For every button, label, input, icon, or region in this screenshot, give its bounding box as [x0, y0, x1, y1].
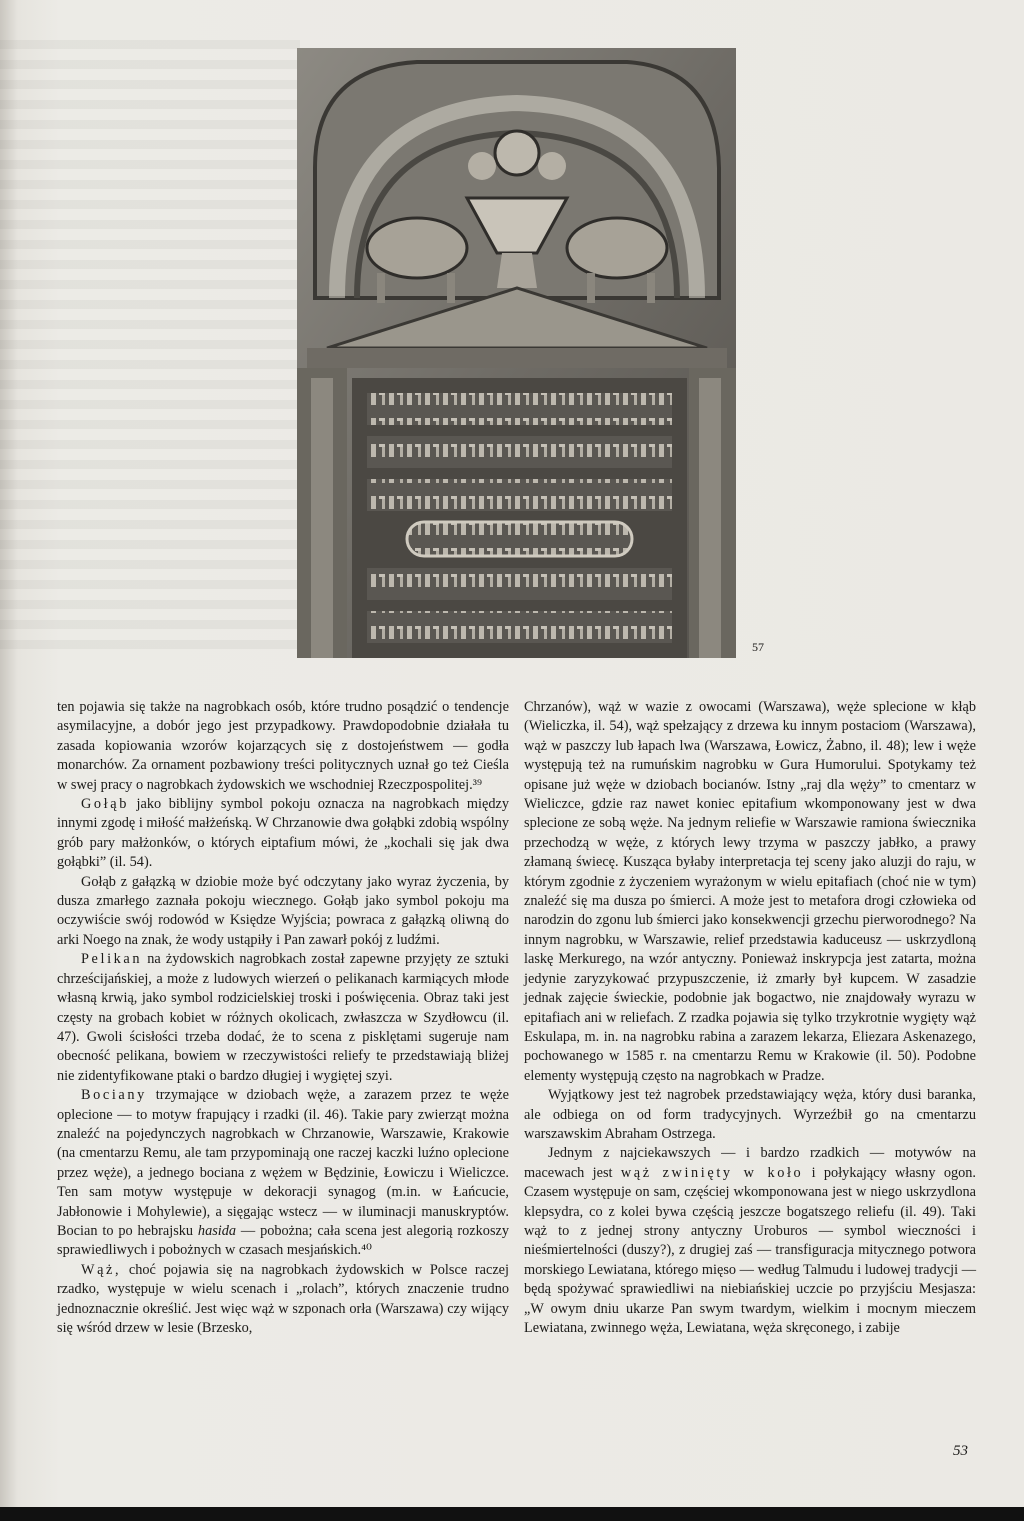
keyword: wąż zwinięty w koło: [620, 1164, 804, 1181]
show-through-text: [0, 40, 300, 660]
paragraph-text: trzymające w dziobach węże, a zarazem przez te węże oplecione — to motyw frapujący i rzadki (il. 46). Takie pary zwierząt można znaleźć na pojedynczych nagrobkach w Chrzanowie, Warszawie, Krakowie (na cmentarzu Remu, ale tam przypominają one raczej kaczki luźno oplecione przez węże), a jednego bociana z wężem w Będzinie, Łowiczu i Wieliczce. Ten sam motyw występuje w dekoracji synagog (m.in. w Łańcucie, Jabłonowie i Mohylewie), a sięgając wstecz — w iluminacji manuskryptów. Bocian to po hebrajsku: [57, 1087, 509, 1239]
figure-number: 57: [752, 640, 764, 654]
paragraph: [57, 950, 509, 1086]
paragraph: Gołąb z gałązką w dziobie może być odczytany jako wyraz życzenia, by dusza zmarłego zaznała pokoju wiecznego. Gołąb jako symbol pokoju ma oczywiście swój rodowód w Księdze Wyjścia; powraca z gałązką oliwną do arki Noego na znak, że wody ustąpiły i Pan zawarł pokój z ludźmi.: [57, 873, 509, 948]
paragraph-text: na żydowskich nagrobkach został zapewne przyjęty ze sztuki chrześcijańskiej, a może z ludowych wierzeń o pelikanach karmiących młode własną krwią, jako symbol rodzicielskiej troski i poświęcenia. Obraz taki jest częsty na grobach kobiet w różnych okolicach, zwłaszcza w Szydłowcu (il. 47). Gwoli ścisłości trzeba dodać, że to scena z pisklętami sugeruje nam obecność pelikana, bowiem w rzeczywistości reliefy te przedstawiają bliżej nie zidentyfikowane ptaki o bardzo długiej i wygiętej szyi.: [57, 951, 509, 1084]
paragraph: Wyjątkowy jest też nagrobek przedstawiający węża, który dusi baranka, ale odbiega on od form tradycyjnych. Wyrzeźbił go na cmentarzu warszawskim Abraham Ostrzega.: [524, 1087, 976, 1142]
paragraph: [57, 1086, 509, 1261]
page-number: 53: [953, 1443, 968, 1459]
paragraph-text: choć pojawia się na nagrobkach żydowskich w Polsce raczej rzadko, występuje w wielu scenach i „rolach”, których znaczenie trudno jednoznacznie określić. Jest więc wąż w szponach orła (Warszawa) czy wijący się wśród drzew w lesie (Brzesko,: [57, 1261, 509, 1336]
paragraph: [57, 795, 509, 873]
paragraph-text: jako biblijny symbol pokoju oznacza na nagrobkach między innymi zgodę i miłość małżeńską. W Chrzanowie dwa gołąbki zdobią wspólny grób pary małżonków, o których eiptafium mówi, że „kochali się jak dwa gołąbki” (il. 54).: [57, 796, 509, 871]
gravestone-photo-icon: [297, 48, 736, 658]
paragraph: ten pojawia się także na nagrobkach osób, które trudno posądzić o tendencje asymilacyjne, a dobór jego jest przypadkowy. Prawdopodobnie działała tu zasada kopiowania wzorów kojarzących się z dostojeństwem — godła monarchów. Za ornament pozbawiony treści politycznych uznał go też Cieśla w swej pracy o nagrobkach żydowskich we wschodniej Rzeczpospolitej.³⁹: [57, 699, 509, 793]
paragraph: [524, 1144, 976, 1338]
right-text-column: [524, 698, 976, 1338]
left-text-column: [57, 698, 509, 1338]
keyword: Wąż,: [81, 1261, 122, 1278]
paragraph-text: — pobożna; cała scena jest alegorią rozkoszy sprawiedliwych i pobożnych w czasach mesjańskich.⁴⁰: [57, 1222, 510, 1259]
keyword: Pelikan: [81, 951, 143, 968]
paragraph-text: i połykający własny ogon. Czasem występuje on sam, częściej wkomponowana jest w niego uskrzydlona klepsydra, co z kolei bywa częścią jeszcze bogatszego reliefu (il. 49). Taki wąż to z jednej strony antyczny Uroburos — symbol wieczności i nieśmiertelności (duszy?), z drugiej zaś — transfiguracja mitycznego potwora morskiego Lewiatana, którego mięso — według Talmudu i ludowej tradycji — będą spożywać sprawiedliwi na niebiańskiej uczcie po przyjściu Mesjasza: „W owym dniu ukarze Pan swym twardym, wielkim i mocnym mieczem Lewiatana, zwinnego węża, Lewiatana, węża skręconego, i zabije: [524, 1164, 976, 1336]
italic-term: hasida: [197, 1222, 237, 1239]
scan-edge: [0, 1507, 1024, 1521]
paragraph-text: Jednym z najciekawszych — i bardzo rzadkich — motywów na macewach jest: [524, 1145, 976, 1181]
keyword: Gołąb: [81, 796, 129, 813]
keyword: Bociany: [81, 1087, 147, 1104]
paragraph: Chrzanów), wąż w wazie z owocami (Warszawa), węże splecione w kłąb (Wieliczka, il. 54), wąż spełzający z drzewa ku innym postaciom (Warszawa), wąż w paszczy lub łapach lwa (Warszawa, Łowicz, Żabno, il. 48); lew i węże występują też na rumuńskim nagrobku w Gura Humorului. Spotykamy też opisane już węże w dziobach bocianów. Istny „raj dla węży” to cmentarz w Wieliczce, gdzie raz nawet koniec epitafium wkomponowany jest w dwa splecione ze sobą węże. Na jednym reliefie w Warszawie ramiona świecznika przechodzą w węże, z których lewy trzyma w paszczy jabłko, a prawy złamaną świecę. Kusząca byłaby interpretacja tej sceny jako aluzji do raju, w którym zgodnie z życzeniem wyrażonym w wielu epitafiach (choć nie w tym) znaleźć się ma dusza po śmierci. A może jest to metafora drogi człowieka od narodzin do zgonu lub śmierci jako konsekwencji grzechu pierworodnego? Na innym nagrobku, w Warszawie, relief przedstawia kaduceusz — uskrzydloną laskę Merkurego, na wzór antyczny. Ponieważ inskrypcja jest zatarta, można jedynie zaryzykować przypuszczenie, iż zmarły był kupcem. W zasadzie jednak zajęcie świeckie, podobnie jak bogactwo, nie znajdowały wyrazu w epitafiach ani w reliefach. Z rzadka pojawia się tylko trzykrotnie wygięty wąż Eskulapa, m. in. na nagrobku rabina a zarazem lekarza, Eliezara Askenazego, pochowanego w 1585 r. na cmentarzu Remu w Krakowie (il. 50). Podobne elementy występują często na nagrobkach w Pradze.: [524, 699, 976, 1084]
paragraph: [57, 1261, 509, 1339]
gravestone-photo: [297, 48, 736, 658]
